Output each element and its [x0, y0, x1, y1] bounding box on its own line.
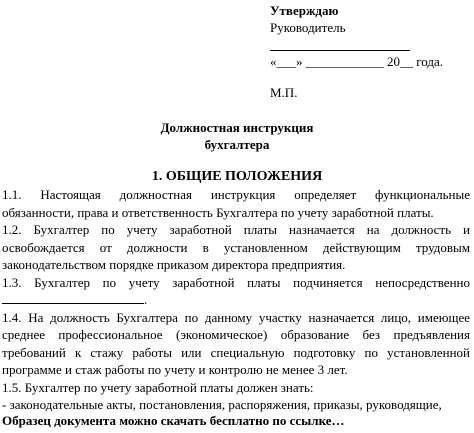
- signature-rule: [270, 50, 410, 51]
- blank-fill-rule: [2, 291, 144, 304]
- document-body: [2, 186, 470, 414]
- document-title: [0, 119, 474, 153]
- paragraph-line: 1.5. Бухгалтер по учету заработной платы должен знать:: [2, 379, 314, 395]
- paragraph-line: освобождается от должности в установленном действующим трудовым: [2, 239, 470, 255]
- approval-role: Руководитель: [270, 20, 346, 35]
- section-heading: 1. ОБЩИЕ ПОЛОЖЕНИЯ: [151, 169, 323, 184]
- blank-tail: .: [144, 292, 148, 307]
- paragraph-line: 1.2. Бухгалтер по учету заработной платы назначается на должность и: [2, 222, 470, 237]
- paragraph-line: законодательством порядке приказом директора предприятия.: [2, 257, 346, 272]
- paragraph-line: среднее профессиональное (экономическое) образование без предъявления: [2, 327, 470, 342]
- approval-date-line: «___» ____________ 20__ года.: [270, 54, 444, 69]
- stamp-placeholder: М.П.: [270, 85, 298, 100]
- paragraph-line: 1.3. Бухгалтер по учету заработной платы подчиняется непосредственно: [2, 274, 470, 290]
- paragraph-line: 1.1. Настоящая должностная инструкция определяет функциональные: [2, 187, 470, 202]
- paragraph-line: обязанности, права и ответственность Бухгалтера по учету заработной платы.: [2, 204, 434, 220]
- document-title-line1: Должностная инструкция: [160, 120, 314, 135]
- approval-heading: Утверждаю: [270, 3, 339, 18]
- paragraph-1-2: [2, 221, 470, 274]
- approval-block: [270, 2, 470, 101]
- paragraph-1-3: [2, 274, 470, 309]
- paragraph-line: - законодательные акты, постановления, распоряжения, приказы, руководящие,: [2, 397, 442, 412]
- signature-line: [270, 36, 470, 53]
- paragraph-1-4: [2, 309, 470, 379]
- paragraph-line: требований к стажу работы или специальную подготовку по установленной: [2, 344, 470, 360]
- paragraph-line: 1.4. На должность Бухгалтера по данному участку назначается лицо, имеющее: [2, 309, 470, 325]
- download-sample-link[interactable]: Образец документа можно скачать бесплатно по ссылке…: [2, 413, 345, 428]
- paragraph-1-5: [2, 379, 470, 414]
- paragraph-line-blank: [2, 291, 470, 309]
- document-title-line2: бухгалтера: [204, 137, 270, 152]
- paragraph-1-1: [2, 186, 470, 221]
- paragraph-line: программе и стаж работы по учету и контролю не менее 3 лет.: [2, 362, 348, 377]
